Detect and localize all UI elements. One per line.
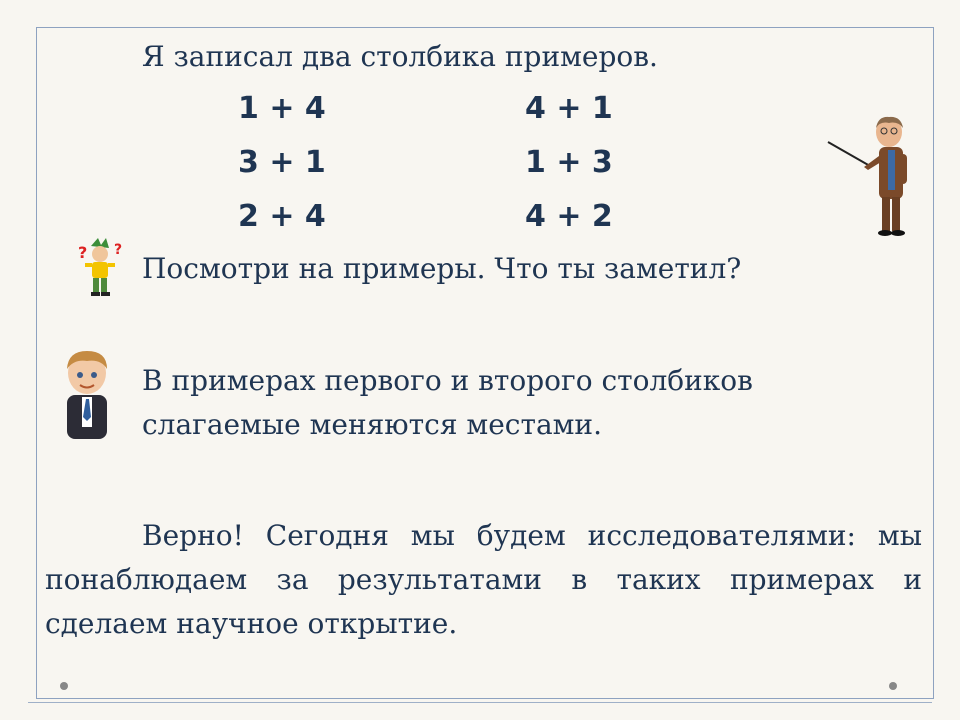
example-left-1: 1 + 4 xyxy=(238,91,326,126)
example-left-3: 2 + 4 xyxy=(238,199,326,234)
question-text: Посмотри на примеры. Что ты заметил? xyxy=(142,252,742,285)
example-right-1: 4 + 1 xyxy=(525,91,613,126)
answer-line-2: слагаемые меняются местами. xyxy=(142,408,602,441)
svg-text:?: ? xyxy=(114,242,123,258)
example-right-3: 4 + 2 xyxy=(525,199,613,234)
thinking-child-icon xyxy=(76,236,126,298)
bottom-right-dot xyxy=(889,682,897,690)
conclusion-paragraph xyxy=(45,514,922,646)
boy-icon xyxy=(58,347,116,442)
example-right-2: 1 + 3 xyxy=(525,145,613,180)
teacher-icon xyxy=(826,112,922,240)
svg-text:?: ? xyxy=(78,243,88,262)
bottom-divider xyxy=(28,702,932,703)
example-left-2: 3 + 1 xyxy=(238,145,326,180)
intro-text: Я записал два столбика примеров. xyxy=(142,40,658,73)
conclusion-text: Верно! Сегодня мы будем исследователями: мы понаблюдаем за результатами в таких примерах и сделаем научное открытие. xyxy=(45,519,922,640)
bottom-left-dot xyxy=(60,682,68,690)
answer-line-1: В примерах первого и второго столбиков xyxy=(142,364,753,397)
